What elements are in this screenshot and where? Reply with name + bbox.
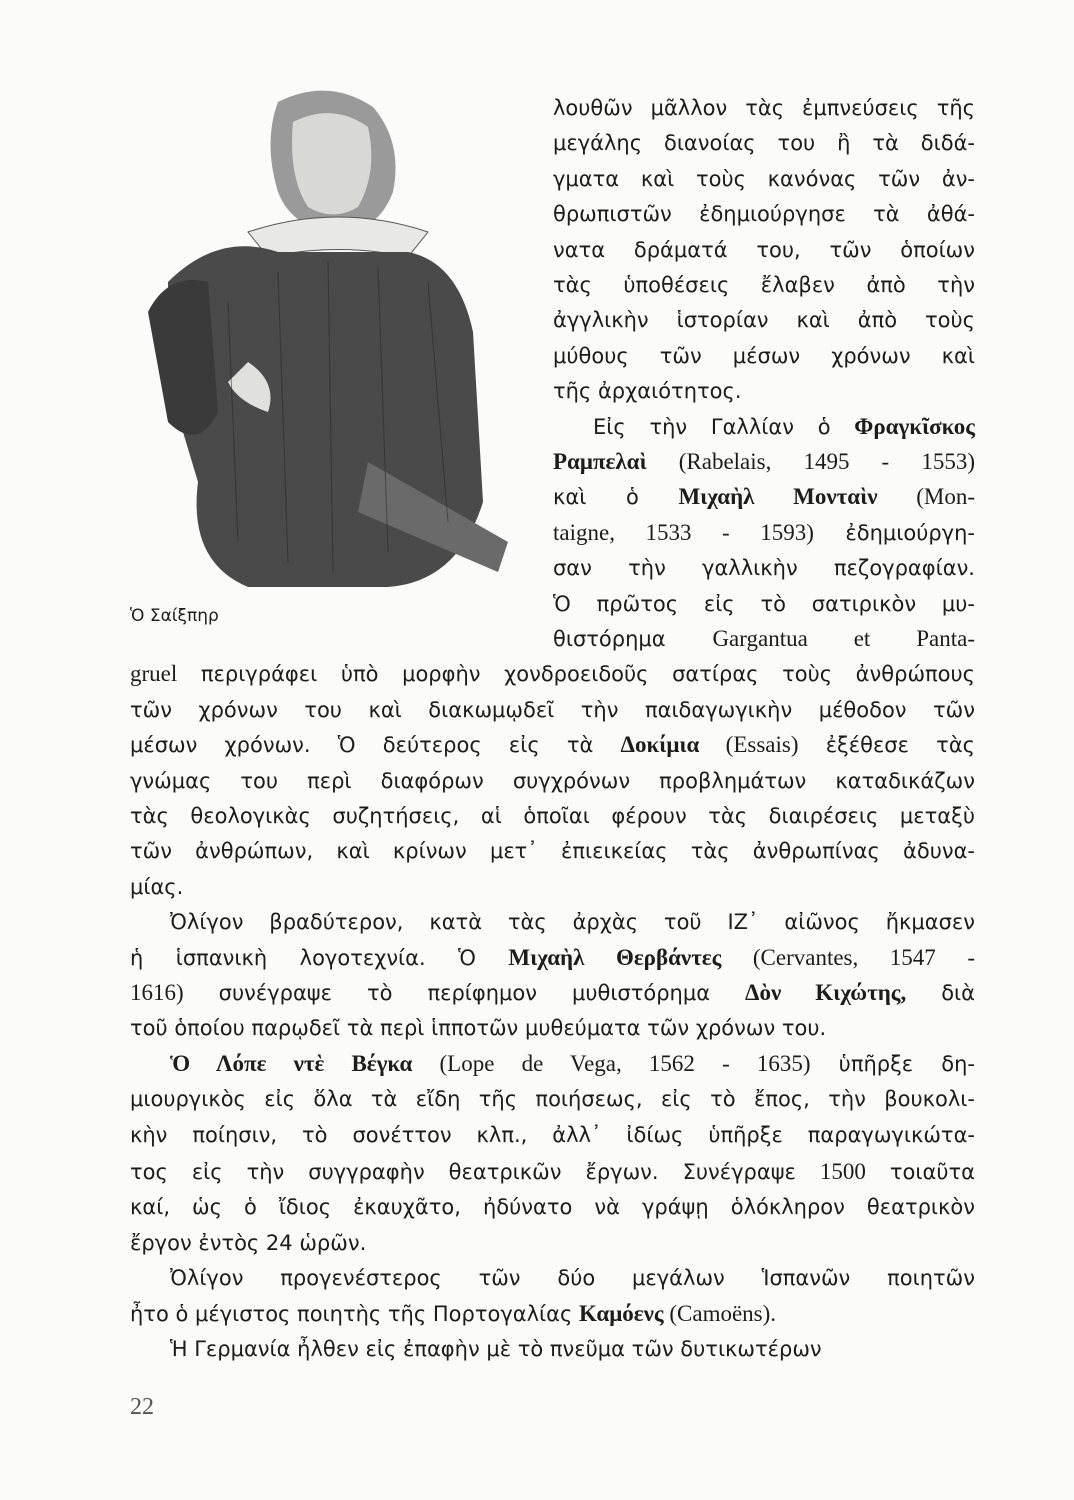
text-line <box>553 410 975 444</box>
text-line <box>130 1155 975 1189</box>
bold-name: Καμόενς <box>578 1300 664 1326</box>
bold-name: Ὁ Λόπε ντὲ Βέγκα <box>170 1050 413 1076</box>
text-line <box>553 587 975 621</box>
text-segment: (Cervantes, 1547 - <box>721 944 975 970</box>
text-segment: 1616) <box>130 980 184 1005</box>
text-line <box>130 1118 975 1152</box>
text-segment: Ὀλίγον βραδύτερον, κατὰ τὰς ἀρχὰς τοῦ ΙΖ᾽ αἰῶνος ἤκμασεν <box>170 910 975 935</box>
text-segment: taigne, 1533 - 1593) <box>553 519 814 545</box>
text-segment: μύθους τῶν μέσων χρόνων καὶ <box>553 343 975 368</box>
text-line <box>553 91 975 125</box>
text-segment: ἐξέθεσε τὰς <box>798 733 975 758</box>
text-line <box>130 976 975 1010</box>
text-segment: ἀγγλικὴν ἱστορίαν καὶ ἀπὸ τοὺς <box>553 308 975 333</box>
shakespeare-portrait <box>128 82 548 594</box>
text-segment: τῶν χρόνων του καὶ διακωμῳδεῖ τὴν παιδαγωγικὴν μέθοδον τῶν <box>130 697 975 722</box>
text-segment: τοιαῦτα <box>865 1160 975 1184</box>
text-segment: (Essais) <box>699 732 799 758</box>
text-segment: (Mon- <box>877 484 975 510</box>
text-line <box>553 233 975 267</box>
bold-name: Μιχαὴλ Μονταὶν <box>678 484 878 510</box>
text-segment: κὴν ποίησιν, τὸ σονέττον κλπ., ἀλλ᾽ ἰδίως ὑπῆρξε παραγωγικώτα- <box>130 1122 975 1147</box>
text-line <box>553 126 975 160</box>
text-line <box>130 764 975 798</box>
text-segment: Ὀλίγον προγενέστερος τῶν δύο μεγάλων Ἱσπανῶν ποιητῶν <box>170 1266 975 1291</box>
text-segment: Ὁ πρῶτος εἰς τὸ σατιρικὸν μυ- <box>553 591 975 616</box>
text-line <box>130 1261 975 1295</box>
text-line <box>553 374 975 408</box>
text-line <box>130 728 975 762</box>
text-segment: ἦτο ὁ μέγιστος ποιητὴς τῆς Πορτογαλίας <box>130 1301 579 1326</box>
text-line <box>130 693 975 727</box>
text-line <box>553 303 975 337</box>
text-segment: θιστόρημα <box>553 627 713 651</box>
bold-name: Ραμπελαὶ <box>553 449 647 474</box>
text-line <box>553 551 975 585</box>
text-segment: καὶ ὁ <box>553 485 679 510</box>
text-line <box>553 622 975 656</box>
text-line <box>130 1332 975 1366</box>
figure-caption: Ὁ Σαίξπηρ <box>130 606 219 626</box>
text-segment: συνέγραψε τὸ περίφημον μυθιστόρημα <box>183 981 746 1005</box>
text-segment: 1500 <box>819 1159 866 1184</box>
page-number: 22 <box>130 1394 154 1420</box>
text-segment: Ἡ Γερμανία ἦλθεν εἰς ἐπαφὴν μὲ τὸ πνεῦμα τῶν δυτικωτέρων <box>170 1337 822 1361</box>
text-line <box>130 1297 975 1331</box>
text-segment: (Rabelais, 1495 - 1553) <box>646 449 975 474</box>
text-line <box>130 834 975 868</box>
text-line <box>553 197 975 231</box>
text-segment: τοῦ ὁποίου παρῳδεῖ τὰ περὶ ἱπποτῶν μυθεύματα τῶν χρόνων του. <box>130 1016 827 1041</box>
text-segment: λουθῶν μᾶλλον τὰς ἐμπνεύσεις τῆς <box>553 96 975 120</box>
text-line <box>130 799 975 833</box>
text-segment: Εἰς τὴν Γαλλίαν ὁ <box>593 414 855 439</box>
text-segment: μεγάλης διανοίας του ἢ τὰ διδά- <box>553 131 975 156</box>
text-line <box>130 1011 975 1045</box>
text-segment: ἡ ἱσπανικὴ λογοτεχνία. Ὁ <box>130 945 509 970</box>
text-segment: τὰς ὑποθέσεις ἔλαβεν ἀπὸ τὴν <box>553 273 975 297</box>
text-line <box>130 1226 975 1260</box>
text-segment: τος εἰς τὴν συγγραφὴν θεατρικῶν ἔργων. Συνέγραψε <box>130 1160 820 1184</box>
text-line <box>130 1190 975 1224</box>
text-segment: (Camoëns). <box>663 1300 777 1326</box>
text-line <box>130 1082 975 1116</box>
text-segment: (Lope de Vega, 1562 - 1635) <box>412 1050 811 1076</box>
text-segment: νατα δράματά του, τῶν ὁποίων <box>553 237 975 262</box>
text-line <box>130 905 975 939</box>
text-segment: περιγράφει ὑπὸ μορφὴν χονδροειδοῦς σατίρας τοὺς ἀνθρώπους <box>177 662 975 687</box>
text-line <box>130 1047 975 1081</box>
text-line <box>553 445 975 479</box>
text-segment: γνώμας του περὶ διαφόρων συγχρόνων προβλημάτων καταδικάζων <box>130 768 975 793</box>
bold-name: Δὸν Κιχώτης, <box>745 980 907 1005</box>
text-segment: μιουργικὸς εἰς ὅλα τὰ εἴδη τῆς ποιήσεως, εἰς τὸ ἔπος, τὴν βουκολι- <box>130 1087 975 1112</box>
text-line <box>130 870 975 904</box>
text-segment: Gargantua et Panta- <box>712 626 975 651</box>
text-segment: τὰς θεολογικὰς συζητήσεις, αἱ ὁποῖαι φέρουν τὰς διαιρέσεις μεταξὺ <box>130 804 975 828</box>
text-line <box>130 657 975 691</box>
text-line <box>553 516 975 550</box>
text-segment: gruel <box>130 661 178 687</box>
text-segment: ὑπῆρξε δη- <box>810 1051 975 1076</box>
text-segment: θρωπιστῶν ἐδημιούργησε τὰ ἀθά- <box>553 202 975 227</box>
text-line <box>553 162 975 196</box>
text-segment: διὰ <box>906 981 975 1005</box>
text-line <box>553 339 975 373</box>
text-segment: γματα καὶ τοὺς κανόνας τῶν ἀν- <box>553 166 975 191</box>
text-segment: μέσων χρόνων. Ὁ δεύτερος εἰς τὰ <box>130 733 621 758</box>
text-segment: ἔργον ἐντὸς 24 ὡρῶν. <box>130 1230 367 1255</box>
bold-name: Δοκίμια <box>620 732 700 758</box>
text-line <box>130 941 975 975</box>
text-segment: ἐδημιούργη- <box>813 520 975 545</box>
text-line <box>553 268 975 302</box>
text-segment: τῶν ἀνθρώπων, καὶ κρίνων μετ᾽ ἐπιεικείας τὰς ἀνθρωπίνας ἀδυνα- <box>130 839 975 864</box>
bold-name: Μιχαὴλ Θερβάντες <box>508 944 722 970</box>
text-segment: μίας. <box>130 874 184 899</box>
text-segment: τῆς ἀρχαιότητος. <box>553 379 742 404</box>
bold-name: Φραγκῖσκος <box>854 413 975 439</box>
text-segment: σαν τὴν γαλλικὴν πεζογραφίαν. <box>553 556 975 581</box>
text-segment: καί, ὡς ὁ ἴδιος ἐκαυχᾶτο, ἠδύνατο νὰ γράψῃ ὁλόκληρον θεατρικὸν <box>130 1195 975 1220</box>
text-line <box>553 480 975 514</box>
